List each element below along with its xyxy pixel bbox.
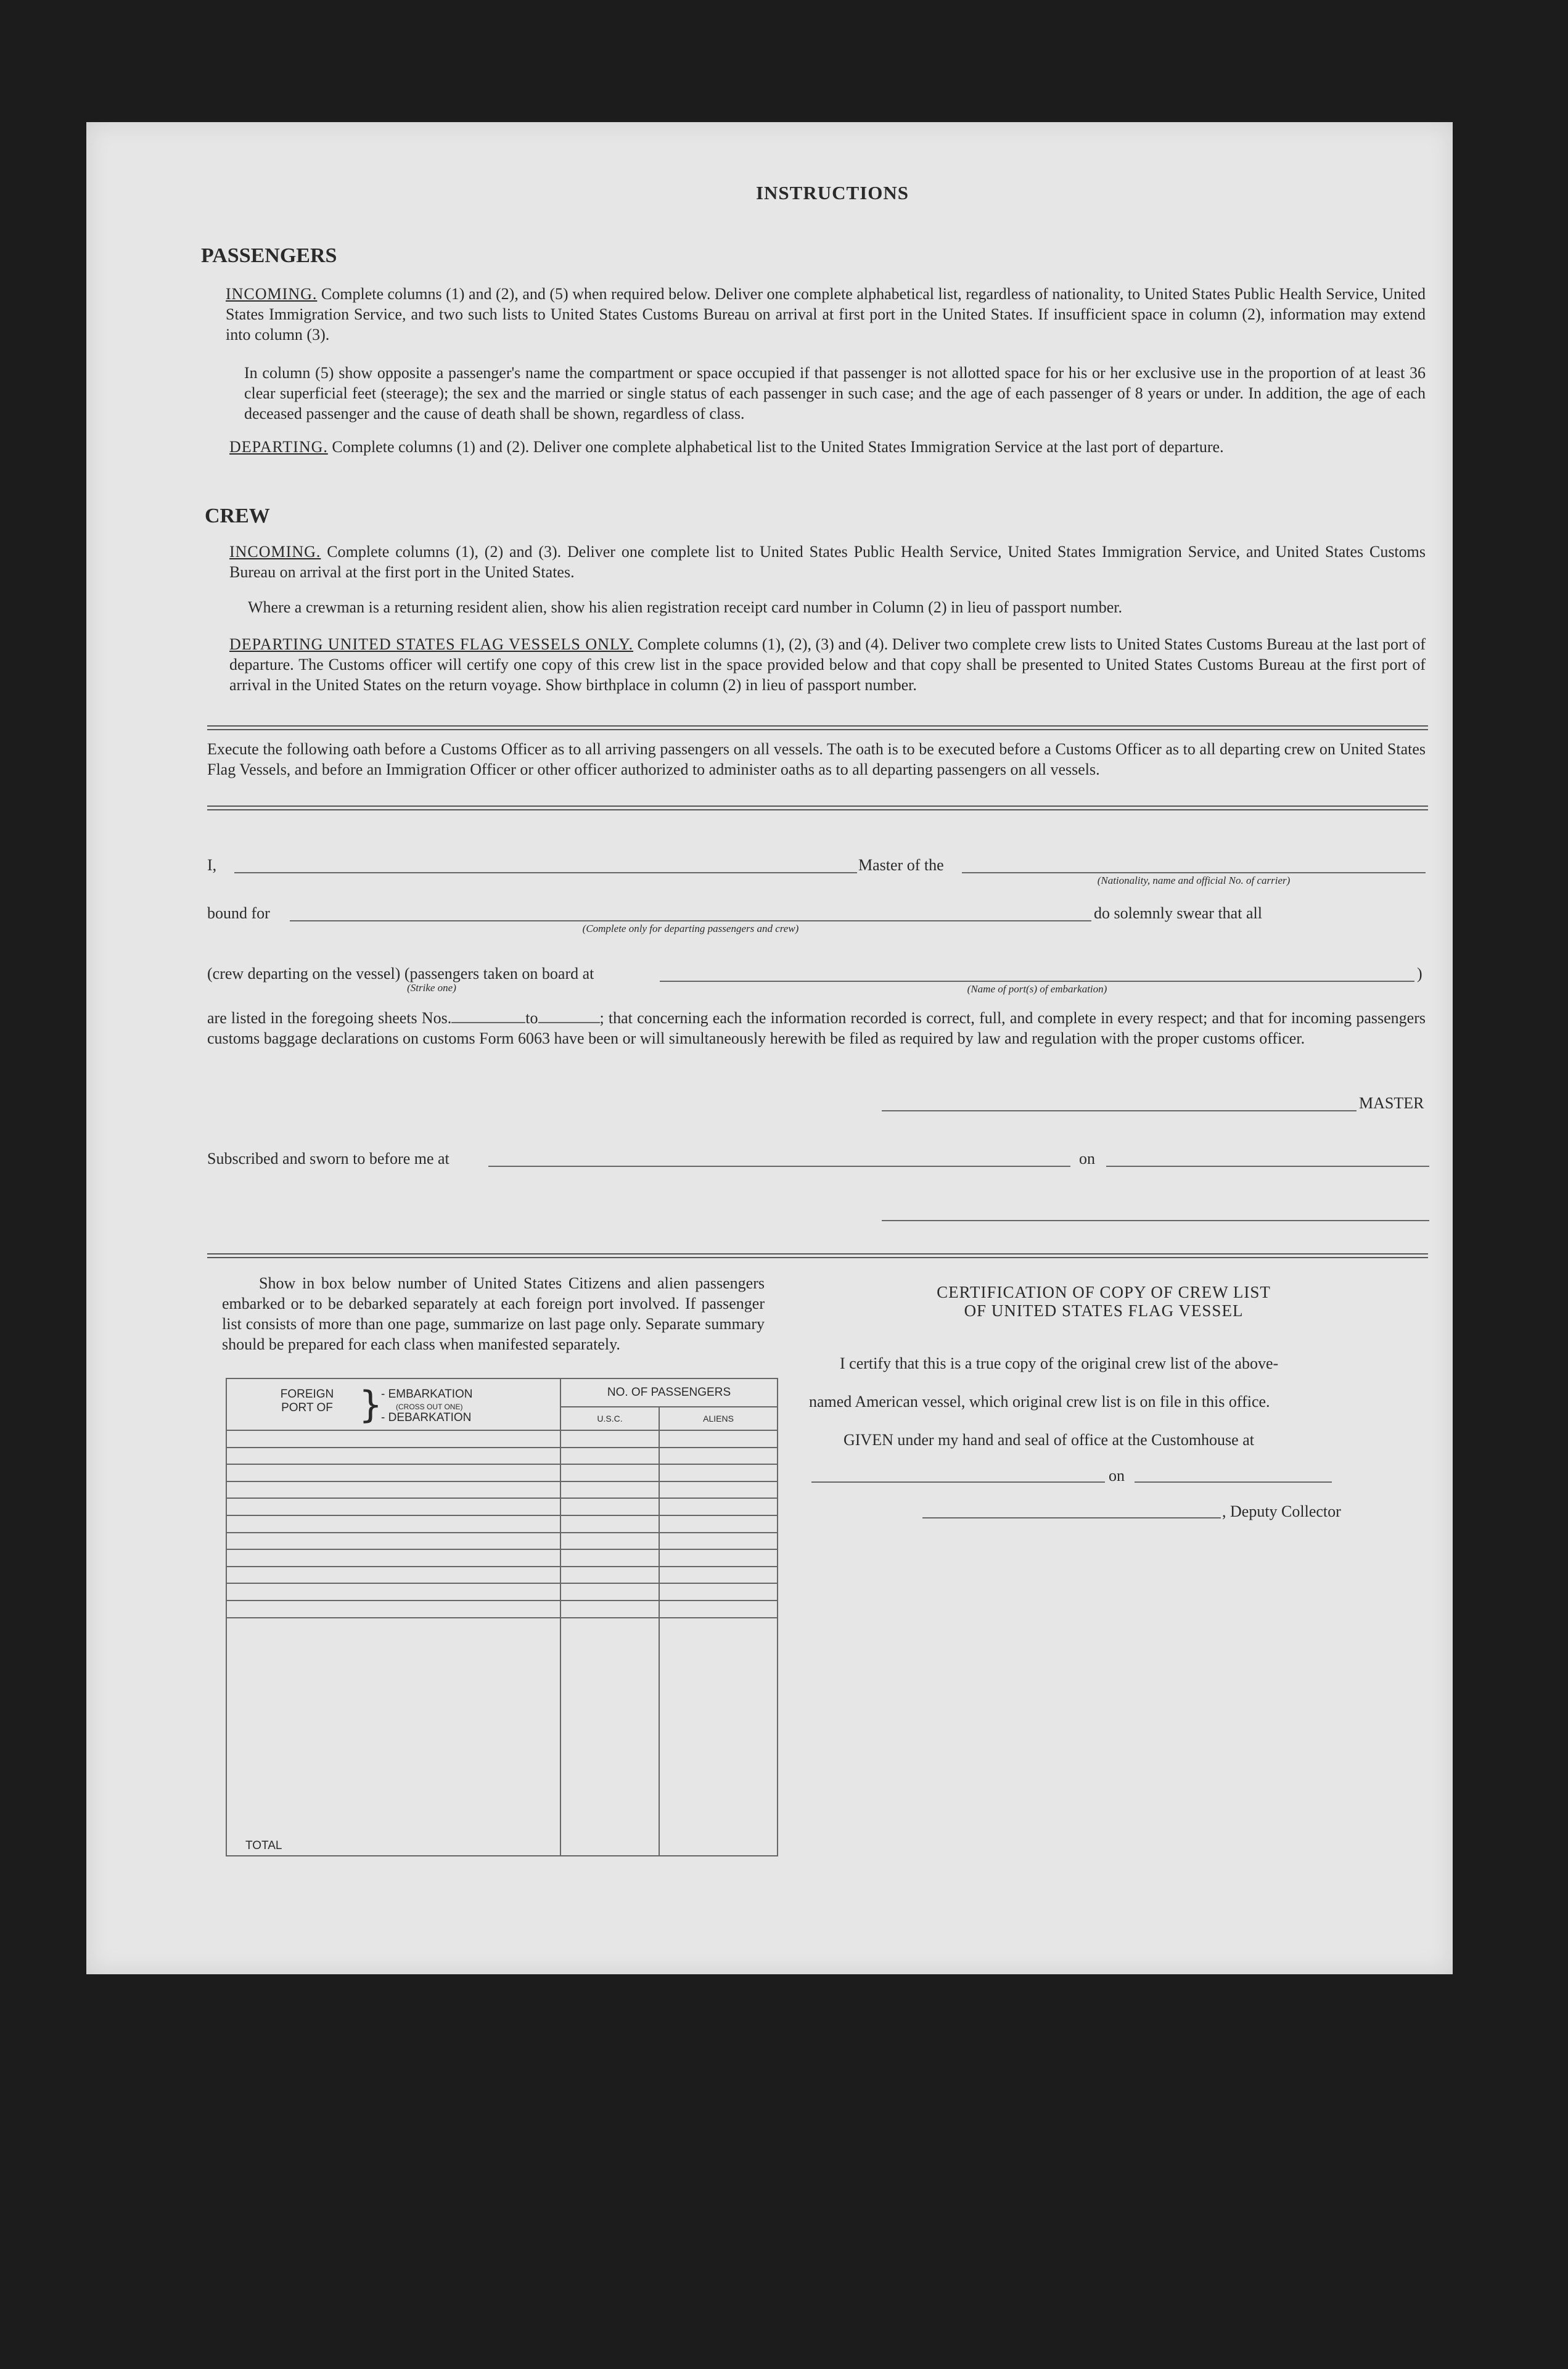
port-cell[interactable]	[226, 1515, 560, 1533]
port-cell[interactable]	[226, 1533, 560, 1550]
port-cell[interactable]	[226, 1448, 560, 1465]
crew-departing-text: Complete columns (1), (2), (3) and (4). Deliver two complete crew lists to United States Customs Bureau at the last port of departure. The Customs officer will certify one copy of this crew list in the space provided below and that copy shall be presented to United States Customs Bureau at the first port of arrival in the United States on the return voyage. Show birthplace in column (2) in lieu of passport number.	[229, 635, 1426, 694]
table-row	[226, 1430, 778, 1448]
master-name-field[interactable]	[234, 872, 857, 873]
port-caption: (Name of port(s) of embarkation)	[967, 983, 1107, 995]
sheet-to-field[interactable]	[538, 1022, 600, 1023]
to-label: to	[525, 1009, 538, 1027]
table-row	[226, 1464, 778, 1481]
usc-cell[interactable]	[560, 1481, 659, 1499]
port-cell[interactable]	[226, 1481, 560, 1499]
divider	[207, 1253, 1428, 1255]
aliens-header: ALIENS	[659, 1407, 778, 1430]
port-header-cell	[226, 1378, 560, 1430]
aliens-cell[interactable]	[659, 1601, 778, 1618]
deputy-collector-label: , Deputy Collector	[1222, 1502, 1341, 1520]
port-cell[interactable]	[226, 1601, 560, 1618]
bound-for-label: bound for	[207, 904, 270, 922]
divider	[207, 805, 1428, 807]
passengers-incoming-text: Complete columns (1) and (2), and (5) when required below. Deliver one complete alphabetical list, regardless of nationality, to United States Public Health Service, United States Immigration Service, and two such lists to United States Customs Bureau on arrival at first port in the United States. If insufficient space in column (2), information may extend into column (3).	[226, 285, 1426, 344]
master-label: MASTER	[1359, 1094, 1424, 1112]
crew-incoming-text: Complete columns (1), (2) and (3). Deliver one complete list to United States Public Health Service, United States Immigration Service, and United States Customs Bureau on arrival at the first port in the United States.	[229, 543, 1426, 581]
passengers-departing	[229, 437, 1426, 457]
passengers-incoming-label: INCOMING.	[226, 285, 318, 303]
brace-icon: }	[359, 1383, 383, 1427]
passengers-incoming	[226, 284, 1426, 345]
usc-cell[interactable]	[560, 1601, 659, 1618]
subscribed-date-field[interactable]	[1106, 1166, 1429, 1167]
page-title: INSTRUCTIONS	[755, 182, 909, 204]
table-row	[226, 1533, 778, 1550]
usc-cell[interactable]	[560, 1567, 659, 1584]
divider	[207, 809, 1428, 810]
passengers-departing-text: Complete columns (1) and (2). Deliver one complete alphabetical list to the United States Immigration Service at the last port of departure.	[332, 438, 1224, 456]
total-label: TOTAL	[226, 1618, 560, 1856]
certify-line2: named American vessel, which original crew list is on file in this office.	[809, 1393, 1270, 1411]
aliens-cell[interactable]	[659, 1567, 778, 1584]
listed-prefix: are listed in the foregoing sheets Nos.	[207, 1009, 452, 1027]
usc-cell[interactable]	[560, 1430, 659, 1448]
port-cell[interactable]	[226, 1583, 560, 1601]
form-page	[86, 122, 1453, 1974]
summary-note: Show in box below number of United States Citizens and alien passengers embarked or to be debarked separately at each foreign port involved. If passenger list consists of more than one page, summarize on last page only. Separate summary should be prepared for each class when manifested separately.	[222, 1274, 765, 1353]
master-signature-field[interactable]	[882, 1110, 1357, 1111]
usc-cell[interactable]	[560, 1498, 659, 1515]
given-text: GIVEN under my hand and seal of office at the Customhouse at	[844, 1431, 1254, 1449]
aliens-cell[interactable]	[659, 1549, 778, 1567]
oath-intro: Execute the following oath before a Customs Officer as to all arriving passengers on all vessels. The oath is to be executed before a Customs Officer as to all departing crew on United States Flag Vessels, and before an Immigration Officer or other officer authorized to administer oaths as to all departing passengers on all vessels.	[207, 740, 1426, 778]
close-paren: )	[1417, 965, 1422, 983]
crew-departing	[229, 634, 1426, 695]
port-cell[interactable]	[226, 1430, 560, 1448]
bound-for-field[interactable]	[290, 920, 1091, 921]
port-cell[interactable]	[226, 1549, 560, 1567]
total-aliens-cell[interactable]	[659, 1618, 778, 1856]
usc-cell[interactable]	[560, 1448, 659, 1465]
table-row	[226, 1498, 778, 1515]
officer-signature-field[interactable]	[882, 1220, 1429, 1221]
certification-date-field[interactable]	[1135, 1481, 1332, 1483]
aliens-cell[interactable]	[659, 1464, 778, 1481]
crew-incoming	[229, 542, 1426, 582]
swear-text: do solemnly swear that all	[1094, 904, 1262, 922]
usc-header: U.S.C.	[560, 1407, 659, 1430]
aliens-cell[interactable]	[659, 1533, 778, 1550]
carrier-caption: (Nationality, name and official No. of carrier)	[1097, 875, 1291, 886]
aliens-cell[interactable]	[659, 1481, 778, 1499]
usc-cell[interactable]	[560, 1533, 659, 1550]
crew-departing-clause: (crew departing on the vessel) (passengers taken on board at	[207, 965, 594, 983]
passengers-departing-label: DEPARTING.	[229, 438, 328, 456]
certification-title	[795, 1283, 1412, 1320]
crew-crewman-note: Where a crewman is a returning resident alien, show his alien registration receipt card number in Column (2) in lieu of passport number.	[248, 598, 1123, 616]
deputy-collector-signature-field[interactable]	[922, 1517, 1221, 1518]
divider	[207, 729, 1428, 730]
embarkation-port-field[interactable]	[660, 981, 1414, 982]
customhouse-field[interactable]	[811, 1481, 1105, 1483]
strike-one-caption: (Strike one)	[407, 982, 456, 994]
table-row	[226, 1567, 778, 1584]
aliens-cell[interactable]	[659, 1583, 778, 1601]
certification-on-label: on	[1109, 1467, 1125, 1485]
listed-text: ; that concerning each the information recorded is correct, full, and complete in every respect; and that for incoming passengers customs baggage declarations on customs Form 6063 have been or will simultaneously herewith be filed as required by law and regulation with the proper customs officer.	[207, 1009, 1426, 1047]
foreign-port-of-label: FOREIGN PORT OF	[280, 1388, 334, 1414]
table-row	[226, 1515, 778, 1533]
usc-cell[interactable]	[560, 1464, 659, 1481]
aliens-cell[interactable]	[659, 1515, 778, 1533]
oath-i-label: I,	[207, 856, 217, 874]
listed-statement	[207, 1008, 1426, 1049]
crew-heading: CREW	[205, 505, 270, 527]
usc-cell[interactable]	[560, 1549, 659, 1567]
subscribed-label: Subscribed and sworn to before me at	[207, 1150, 449, 1168]
embarkation-label: - EMBARKATION	[381, 1388, 473, 1401]
subscribed-on-label: on	[1079, 1150, 1095, 1168]
cross-out-one-label: (CROSS OUT ONE)	[396, 1403, 463, 1411]
divider	[207, 1257, 1428, 1258]
sheet-from-field[interactable]	[451, 1022, 525, 1023]
usc-cell[interactable]	[560, 1583, 659, 1601]
no-of-passengers-header: NO. OF PASSENGERS	[560, 1378, 778, 1407]
carrier-field[interactable]	[962, 872, 1426, 873]
aliens-cell[interactable]	[659, 1498, 778, 1515]
crew-departing-label: DEPARTING UNITED STATES FLAG VESSELS ONLY.	[229, 635, 634, 653]
crew-incoming-label: INCOMING.	[229, 543, 321, 561]
passengers-heading: PASSENGERS	[201, 244, 337, 267]
usc-cell[interactable]	[560, 1515, 659, 1533]
bound-for-caption: (Complete only for departing passengers and crew)	[582, 923, 799, 934]
master-of-the-label: Master of the	[858, 856, 944, 874]
divider	[207, 725, 1428, 727]
subscribed-at-field[interactable]	[488, 1166, 1070, 1167]
port-cell[interactable]	[226, 1498, 560, 1515]
passenger-summary-table	[226, 1378, 778, 1856]
table-row	[226, 1549, 778, 1567]
certify-line1: I certify that this is a true copy of the original crew list of the above-	[840, 1354, 1279, 1372]
aliens-cell[interactable]	[659, 1430, 778, 1448]
table-row	[226, 1583, 778, 1601]
passengers-column5: In column (5) show opposite a passenger's name the compartment or space occupied if that passenger is not allotted space for his or her exclusive use in the proportion of at least 36 clear superficial feet (steerage); the sex and the married or single status of each passenger in such case; and the age of each passenger of 8 years or under. In addition, the age of each deceased passenger and the cause of death shall be shown, regardless of class.	[244, 364, 1426, 422]
total-row	[226, 1618, 778, 1856]
table-row	[226, 1448, 778, 1465]
table-row	[226, 1601, 778, 1618]
port-cell[interactable]	[226, 1567, 560, 1584]
certification-title-line1: CERTIFICATION OF COPY OF CREW LIST	[937, 1283, 1271, 1301]
port-cell[interactable]	[226, 1464, 560, 1481]
certification-title-line2: OF UNITED STATES FLAG VESSEL	[964, 1301, 1244, 1320]
debarkation-label: - DEBARKATION	[381, 1411, 472, 1424]
aliens-cell[interactable]	[659, 1448, 778, 1465]
total-usc-cell[interactable]	[560, 1618, 659, 1856]
table-row	[226, 1481, 778, 1499]
